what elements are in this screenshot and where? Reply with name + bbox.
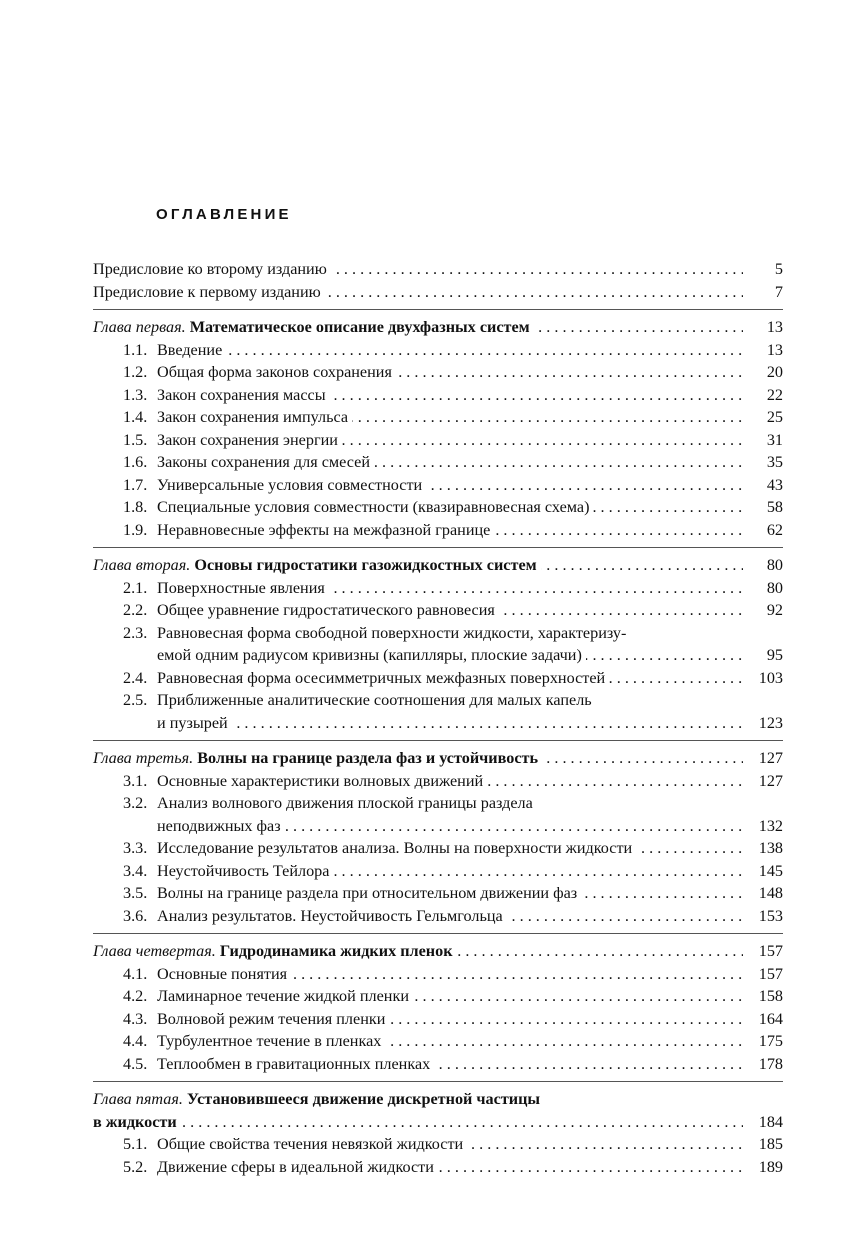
section-text: Исследование результатов анализа. Волны на поверхности жидкости (157, 839, 633, 857)
section-title (123, 987, 413, 1005)
section-number: 3.4. (123, 861, 148, 880)
page-number: 13 (761, 316, 783, 339)
page-number: 5 (769, 258, 783, 281)
section-number: 2.1. (123, 578, 148, 597)
section-number: 4.4. (123, 1032, 148, 1050)
section-number: 5.1. (123, 1135, 148, 1153)
section-text: Универсальные условия совместности (157, 475, 423, 494)
section-entry (93, 1030, 783, 1053)
page-number: 189 (753, 1156, 783, 1179)
chapter-divider (93, 547, 783, 548)
section-title (123, 521, 494, 539)
page-number: 92 (761, 599, 783, 622)
section-number: 3.6. (123, 906, 148, 925)
section-title (123, 862, 333, 880)
section-title (123, 1055, 434, 1073)
chapter-name: Установившееся движение дискретной частицы (186, 1090, 541, 1108)
section-text: Неравновесные эффекты на межфазной границе (157, 520, 491, 539)
chapter-divider (93, 740, 783, 741)
page-number: 175 (753, 1030, 783, 1053)
section-number: 1.7. (123, 475, 148, 494)
section-text: Ламинарное течение жидкой пленки (157, 987, 409, 1005)
section-title (123, 691, 592, 709)
section-text: Анализ волнового движения плоской границы раздела (157, 794, 533, 812)
section-number: 4.1. (123, 964, 148, 983)
entry-title: Предисловие ко второму изданию (93, 260, 331, 278)
chapter-title (93, 749, 542, 767)
section-number: 3.1. (123, 771, 148, 790)
page-number: 138 (753, 837, 783, 860)
section-text: Основные характеристики волновых движений (157, 771, 484, 790)
section-number: 2.2. (123, 601, 148, 619)
chapter-divider (93, 933, 783, 934)
page-number: 20 (761, 361, 783, 384)
chapter-prefix: Глава четвертая. (93, 942, 216, 960)
section-entry (93, 1053, 783, 1076)
section-text: Общее уравнение гидростатического равновесия (157, 601, 495, 619)
section-entry (93, 770, 783, 793)
page-number: 35 (761, 451, 783, 474)
section-text: Введение (157, 340, 223, 359)
section-text: Равновесная форма осесимметричных межфазных поверхностей (157, 668, 606, 687)
page-number: 62 (761, 519, 783, 542)
section-text: Законы сохранения для смесей (157, 453, 370, 471)
chapter-heading (93, 747, 783, 770)
section-text: Закон сохранения импульса (157, 408, 349, 426)
section-title (123, 1135, 467, 1153)
section-title (123, 794, 533, 812)
section-title (123, 1032, 385, 1050)
page-number: 80 (761, 554, 783, 577)
section-entry (93, 474, 783, 497)
section-title (123, 476, 426, 494)
chapter-prefix: Глава пятая. (93, 1090, 183, 1108)
chapter-title (93, 318, 534, 336)
page-number: 164 (753, 1008, 783, 1031)
section-title (123, 408, 352, 426)
section-entry (93, 689, 783, 712)
chapter-heading (93, 1088, 783, 1111)
page-number: 157 (753, 963, 783, 986)
section-text: Анализ результатов. Неустойчивость Гельмгольца (157, 906, 503, 925)
section-title (123, 579, 329, 597)
page-number: 127 (753, 770, 783, 793)
chapter-title (93, 942, 457, 960)
section-text: Волновой режим течения пленки (157, 1009, 386, 1028)
page-number: 184 (753, 1111, 783, 1134)
section-text: Основные понятия (157, 964, 288, 983)
section-text-cont: неподвижных фаз (123, 817, 285, 835)
chapter-divider (93, 309, 783, 310)
chapter-prefix: Глава третья. (93, 749, 194, 767)
section-title (123, 341, 226, 359)
chapter-heading (93, 554, 783, 577)
section-number: 1.1. (123, 340, 148, 359)
page-number: 95 (761, 644, 783, 667)
page-number: 80 (761, 577, 783, 600)
page-number: 158 (753, 985, 783, 1008)
section-entry (93, 577, 783, 600)
section-number: 1.5. (123, 430, 148, 449)
page-number: 185 (753, 1133, 783, 1156)
chapter-name: Математическое описание двухфазных систем (189, 318, 530, 336)
section-entry (93, 985, 783, 1008)
section-number: 4.5. (123, 1054, 148, 1073)
section-title (123, 363, 396, 381)
section-title (123, 431, 342, 449)
toc-entry (93, 258, 783, 281)
section-entry (93, 882, 783, 905)
page-number: 58 (761, 496, 783, 519)
page-number: 178 (753, 1053, 783, 1076)
page-number: 7 (769, 281, 783, 304)
section-title (123, 453, 374, 471)
section-number: 5.2. (123, 1157, 148, 1176)
section-number: 1.6. (123, 453, 148, 471)
page-number: 103 (753, 667, 783, 690)
section-number: 4.2. (123, 987, 148, 1005)
section-entry (93, 963, 783, 986)
section-entry (93, 1156, 783, 1179)
section-number: 1.4. (123, 408, 148, 426)
section-text: Турбулентное течение в пленках (157, 1032, 382, 1050)
page-number: 123 (753, 712, 783, 735)
chapter-title (93, 556, 541, 574)
section-number: 1.9. (123, 520, 148, 539)
section-title (123, 498, 593, 516)
section-title (123, 669, 609, 687)
dot-leader (93, 1111, 743, 1134)
chapter-divider (93, 1081, 783, 1082)
chapter-name: Гидродинамика жидких пленок (219, 942, 453, 960)
section-title (123, 624, 626, 642)
chapter-name-cont: в жидкости (93, 1113, 181, 1131)
section-text: Теплообмен в гравитационных пленках (157, 1054, 431, 1073)
section-title (123, 839, 636, 857)
section-text: Движение сферы в идеальной жидкости (157, 1157, 434, 1176)
section-title (123, 884, 581, 902)
section-number: 2.5. (123, 691, 148, 709)
section-text: Закон сохранения энергии (157, 430, 338, 449)
section-entry (93, 622, 783, 645)
page-number: 22 (761, 384, 783, 407)
section-entry-cont (93, 644, 783, 667)
section-title (123, 1158, 438, 1176)
section-entry (93, 599, 783, 622)
section-number: 1.2. (123, 363, 148, 381)
section-entry-cont (93, 815, 783, 838)
section-text: Волны на границе раздела при относительном движении фаз (157, 884, 578, 902)
section-entry (93, 519, 783, 542)
section-text: Специальные условия совместности (квазиравновесная схема) (157, 498, 590, 516)
section-title (123, 601, 499, 619)
entry-title: Предисловие к первому изданию (93, 283, 325, 301)
page-number: 132 (753, 815, 783, 838)
section-entry (93, 361, 783, 384)
page-number: 13 (761, 339, 783, 362)
page-number: 43 (761, 474, 783, 497)
section-entry (93, 667, 783, 690)
page-number: 25 (761, 406, 783, 429)
section-title (123, 1010, 389, 1028)
section-number: 3.5. (123, 884, 148, 902)
table-of-contents (93, 258, 783, 1178)
section-entry (93, 406, 783, 429)
section-entry (93, 905, 783, 928)
page-number: 157 (753, 940, 783, 963)
section-title (123, 965, 291, 983)
section-number: 4.3. (123, 1009, 148, 1028)
page-number: 153 (753, 905, 783, 928)
section-entry (93, 496, 783, 519)
page-title: ОГЛАВЛЕНИЕ (156, 206, 292, 223)
section-number: 1.8. (123, 498, 148, 516)
section-title (123, 907, 507, 925)
section-number: 3.2. (123, 794, 148, 812)
section-entry (93, 339, 783, 362)
section-entry (93, 429, 783, 452)
section-title (123, 386, 330, 404)
section-title (123, 772, 487, 790)
section-text: Неустойчивость Тейлора (157, 861, 330, 880)
chapter-name: Основы гидростатики газожидкостных систем (194, 556, 537, 574)
section-entry (93, 1133, 783, 1156)
section-text: Общие свойства течения невязкой жидкости (157, 1135, 464, 1153)
section-entry (93, 860, 783, 883)
section-text-cont: и пузырей (123, 714, 232, 732)
section-text: Равновесная форма свободной поверхности жидкости, характеризу- (157, 623, 627, 642)
section-entry (93, 1008, 783, 1031)
section-text: Поверхностные явления (157, 578, 325, 597)
section-entry-cont (93, 712, 783, 735)
toc-entry (93, 281, 783, 304)
section-entry (93, 837, 783, 860)
section-text: Общая форма законов сохранения (157, 363, 392, 381)
section-entry (93, 792, 783, 815)
chapter-heading (93, 940, 783, 963)
page-number: 31 (761, 429, 783, 452)
chapter-heading (93, 316, 783, 339)
chapter-prefix: Глава первая. (93, 318, 186, 336)
section-entry (93, 451, 783, 474)
section-text: Приближенные аналитические соотношения для малых капель (157, 691, 592, 709)
section-number: 3.3. (123, 839, 148, 857)
page-number: 127 (753, 747, 783, 770)
section-entry (93, 384, 783, 407)
section-number: 2.4. (123, 668, 148, 687)
page-number: 148 (753, 882, 783, 905)
chapter-prefix: Глава вторая. (93, 556, 191, 574)
chapter-heading-cont (93, 1111, 783, 1134)
section-number: 1.3. (123, 385, 148, 404)
page-number: 145 (753, 860, 783, 883)
section-text: Закон сохранения массы (157, 385, 326, 404)
section-text-cont: емой одним радиусом кривизны (капилляры, плоские задачи) (123, 646, 586, 664)
section-number: 2.3. (123, 623, 148, 642)
chapter-name: Волны на границе раздела фаз и устойчивость (197, 749, 539, 767)
